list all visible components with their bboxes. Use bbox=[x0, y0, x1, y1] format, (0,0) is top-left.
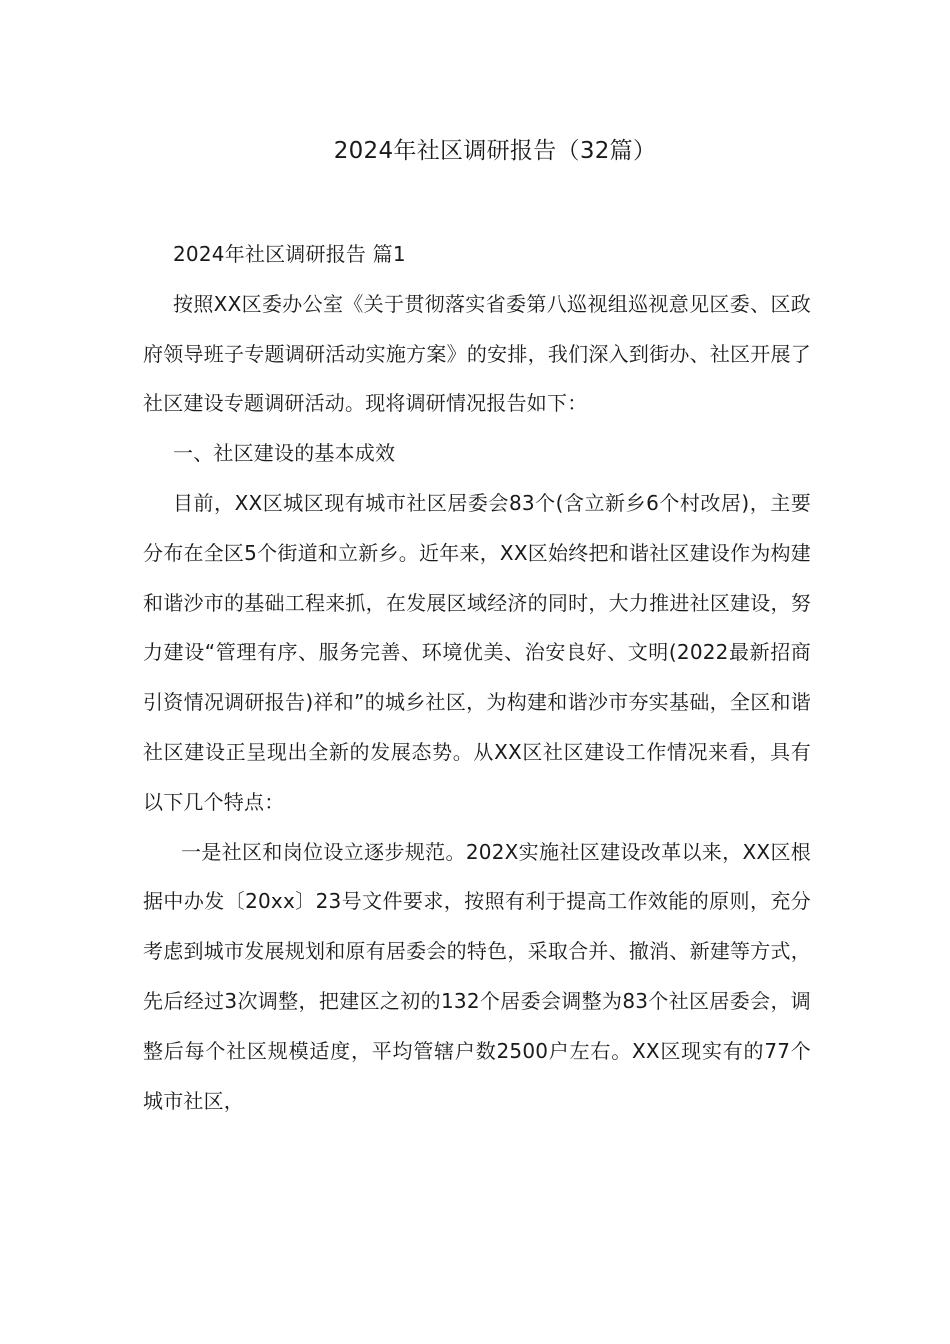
section-heading: 2024年社区调研报告 篇1 bbox=[173, 242, 406, 266]
document-body bbox=[143, 230, 811, 1126]
document-title: 2024年社区调研报告（32篇） bbox=[333, 138, 657, 164]
paragraph-overview: 目前，XX区城区现有城市社区居委会83个(含立新乡6个村改居)，主要分布在全区5个街道和立新乡。近年来，XX区始终把和谐社区建设作为构建和谐沙市的基础工程来抓，在发展区域经济的同时，大力推进社区建设，努力建设“管理有序、服务完善、环境优美、治安良好、文明(2022最新招商引资情况调研报告)祥和”的城乡社区，为构建和谐沙市夯实基础，全区和谐社区建设正呈现出全新的发展态势。从XX区社区建设工作情况来看，具有以下几个特点： bbox=[143, 490, 811, 814]
paragraph-point-one: 一是社区和岗位设立逐步规范。202X实施社区建设改革以来，XX区根据中办发〔20xx〕23号文件要求，按照有利于提高工作效能的原则，充分考虑到城市发展规划和原有居委会的特色，采取合并、撤消、新建等方式，先后经过3次调整，把建区之初的132个居委会调整为83个社区居委会，调整后每个社区规模适度，平均管辖户数2500户左右。XX区现实有的77个城市社区， bbox=[143, 839, 811, 1113]
paragraph-heading-achievements: 一、社区建设的基本成效 bbox=[173, 441, 396, 466]
paragraph-intro: 按照XX区委办公室《关于贯彻落实省委第八巡视组巡视意见区委、区政府领导班子专题调研活动实施方案》的安排，我们深入到街办、社区开展了社区建设专题调研活动。现将调研情况报告如下： bbox=[143, 291, 811, 416]
